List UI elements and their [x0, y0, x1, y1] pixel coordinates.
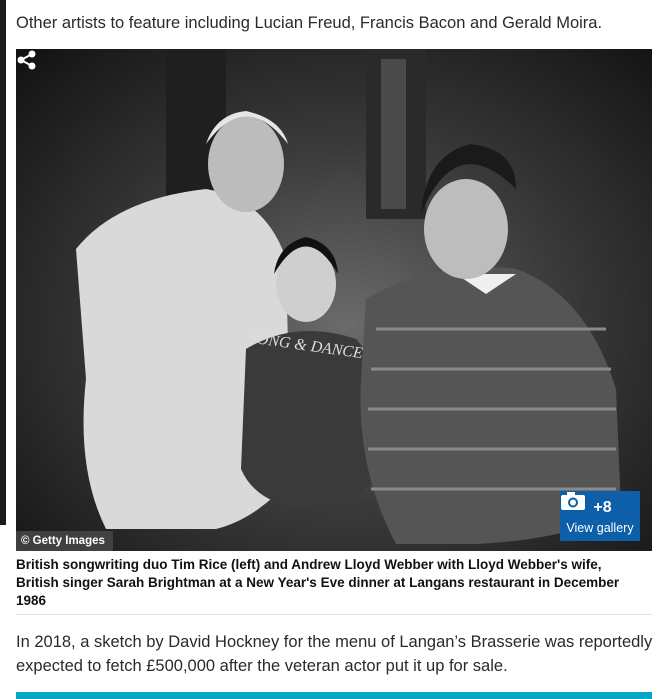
article-photo[interactable]: [16, 49, 652, 551]
lead-paragraph: Other artists to feature including Lucian Freud, Francis Bacon and Gerald Moira.: [16, 14, 603, 32]
adjacent-image-edge: [0, 0, 6, 525]
gallery-label: View gallery: [566, 521, 634, 535]
gallery-count: +8: [593, 499, 612, 516]
accent-bar: [16, 692, 652, 699]
view-gallery-button[interactable]: [560, 491, 640, 541]
body-paragraph: In 2018, a sketch by David Hockney for the menu of Langan’s Brasserie was reportedly expected to fetch £500,000 after the veteran actor put it up for sale.: [16, 633, 653, 675]
photo-caption: British songwriting duo Tim Rice (left) and Andrew Lloyd Webber with Lloyd Webber's wife, British singer Sarah Brightman at a New Year's Eve dinner at Langans restaurant in December 1986: [16, 557, 620, 608]
share-icon[interactable]: [16, 49, 38, 71]
photo-illustration: [16, 49, 652, 551]
photo-credit: © Getty Images: [16, 531, 113, 551]
caption-divider: [16, 614, 652, 615]
camera-icon: [560, 491, 586, 511]
shirt-text: SONG & DANCE: [247, 329, 364, 363]
